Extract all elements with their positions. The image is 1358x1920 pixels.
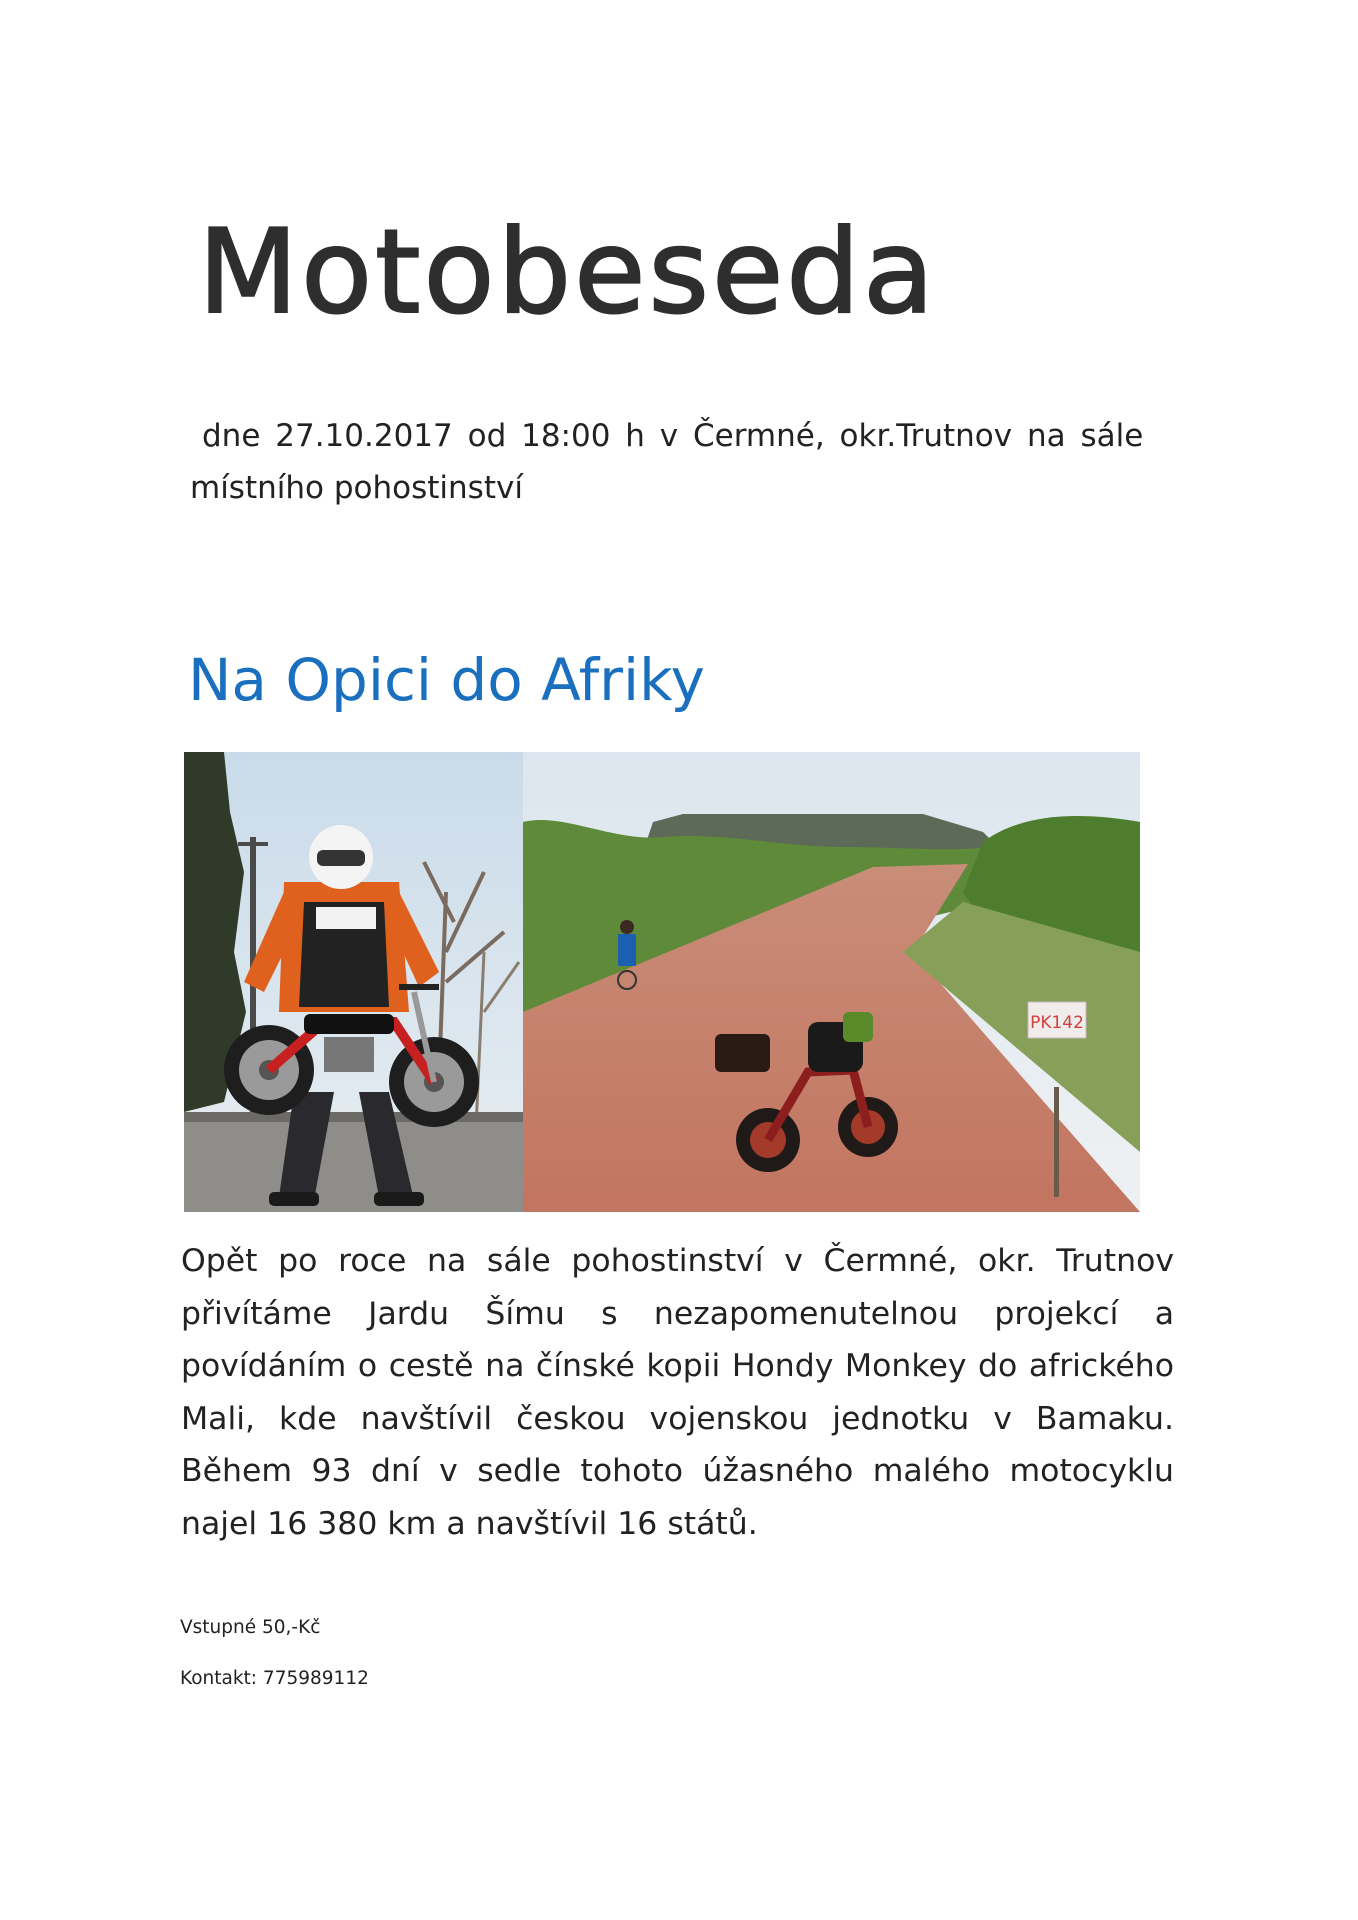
poster-title: Motobeseda [198,205,938,340]
road-photo [523,752,1140,1212]
admission-price: Vstupné 50,-Kč [180,1617,321,1638]
contact-info: Kontakt: 775989112 [180,1668,369,1689]
rider-photo [184,752,526,1212]
event-venue: místního pohostinství [190,470,523,506]
event-description: Opět po roce na sále pohostinství v Čermné, okr. Trutnov přivítáme Jardu Šímu s nezapomenutelnou projekcí a povídáním o cestě na čínské kopii Hondy Monkey do afrického Mali, kde navštívil českou vojenskou jednotku v Bamaku. Během 93 dní v sedle tohoto úžasného malého motocyklu najel 16 380 km a navštívil 16 států. [181,1243,1174,1542]
event-details [190,410,1180,514]
poster-subtitle: Na Opici do Afriky [188,646,705,714]
road-sign-text: PK142 [1030,1013,1084,1033]
event-date-place: dne 27.10.2017 od 18:00 h v Čermné, okr.Trutnov na sále [202,418,1144,454]
